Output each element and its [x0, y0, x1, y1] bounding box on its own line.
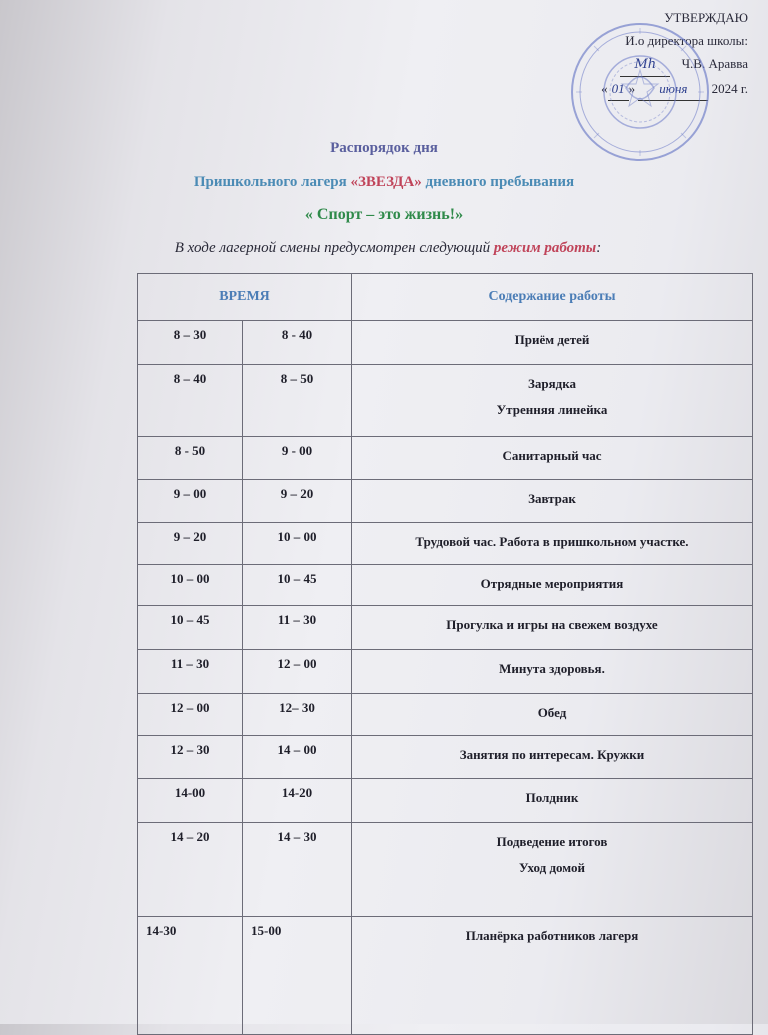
table-row	[138, 779, 753, 823]
intro-lead: В ходе лагерной смены предусмотрен следующий	[174, 240, 494, 256]
time-from: 10 – 45	[138, 606, 243, 650]
activity-text: Прогулка и игры на свежем воздухе	[446, 617, 658, 632]
activity-cell	[352, 823, 753, 917]
time-to: 8 – 50	[243, 365, 352, 437]
activity-text: Полдник	[525, 790, 579, 805]
table-row	[138, 437, 753, 480]
table-row	[138, 917, 753, 1035]
activity-text: Отрядные мероприятия	[480, 576, 624, 591]
time-to: 8 - 40	[243, 321, 352, 365]
time-from: 9 – 20	[138, 523, 243, 565]
time-to: 9 – 20	[243, 480, 352, 523]
time-from: 11 – 30	[138, 650, 243, 694]
activity-text: Зарядка	[528, 376, 576, 391]
approval-date	[498, 77, 748, 101]
time-to: 12 – 00	[243, 650, 352, 694]
activity-cell	[352, 365, 753, 437]
approval-signature-line	[498, 52, 748, 77]
header-time: ВРЕМЯ	[138, 274, 352, 321]
time-to: 11 – 30	[243, 606, 352, 650]
page-title: Распорядок дня	[330, 140, 438, 156]
intro-text	[0, 240, 768, 257]
activity-text: Трудовой час. Работа в пришкольном участке.	[415, 534, 689, 549]
time-from: 12 – 30	[138, 736, 243, 779]
table-row	[138, 480, 753, 523]
quote-close: »	[628, 81, 636, 96]
camp-motto: « Спорт – это жизнь!»	[304, 206, 464, 223]
time-from: 9 – 00	[138, 480, 243, 523]
activity-cell	[352, 437, 753, 480]
activity-text: Минута здоровья.	[499, 661, 605, 676]
approval-position: И.о директора школы:	[625, 33, 748, 48]
approval-block	[498, 6, 748, 101]
time-from: 14-00	[138, 779, 243, 823]
time-to: 14-20	[243, 779, 352, 823]
table-row	[138, 736, 753, 779]
time-from: 10 – 00	[138, 565, 243, 606]
time-from: 12 – 00	[138, 694, 243, 736]
time-from: 14-30	[138, 917, 243, 1035]
table-row	[138, 565, 753, 606]
time-from: 14 – 20	[138, 823, 243, 917]
activity-cell	[352, 736, 753, 779]
time-from: 8 – 40	[138, 365, 243, 437]
schedule-table	[137, 273, 753, 1035]
time-from: 8 - 50	[138, 437, 243, 480]
activity-text: Занятия по интересам. Кружки	[459, 747, 645, 762]
time-to: 14 – 30	[243, 823, 352, 917]
time-to: 10 – 45	[243, 565, 352, 606]
table-row	[138, 321, 753, 365]
activity-cell	[352, 480, 753, 523]
table-row	[138, 694, 753, 736]
header-content: Содержание работы	[352, 274, 753, 321]
activity-text: Обед	[537, 705, 567, 720]
activity-cell	[352, 694, 753, 736]
approval-title: УТВЕРЖДАЮ	[664, 10, 748, 25]
activity-cell	[352, 779, 753, 823]
activity-text: Планёрка работников лагеря	[465, 928, 639, 943]
camp-title-suffix: дневного пребывания	[421, 174, 575, 190]
time-to: 10 – 00	[243, 523, 352, 565]
activity-cell	[352, 321, 753, 365]
activity-text: Санитарный час	[502, 448, 602, 463]
activity-cell	[352, 650, 753, 694]
activity-text: Завтрак	[528, 491, 576, 506]
intro-highlight: режим работы	[493, 240, 597, 256]
activity-text: Подведение итогов	[496, 834, 608, 849]
table-header-row	[138, 274, 753, 321]
camp-title	[0, 174, 768, 191]
quote-open: «	[601, 81, 608, 96]
approval-day: 01	[608, 77, 629, 101]
table-row	[138, 606, 753, 650]
activity-text: Приём детей	[514, 332, 590, 347]
time-to: 9 - 00	[243, 437, 352, 480]
activity-text: Уход домой	[519, 860, 585, 875]
approval-year: 2024 г.	[711, 81, 748, 96]
table-row	[138, 365, 753, 437]
approval-month: июня	[638, 77, 708, 101]
activity-cell	[352, 565, 753, 606]
activity-cell	[352, 917, 753, 1035]
activity-cell	[352, 606, 753, 650]
camp-name: «ЗВЕЗДА»	[350, 174, 422, 190]
table-row	[138, 650, 753, 694]
time-to: 12– 30	[243, 694, 352, 736]
signature: Mh	[620, 53, 670, 77]
time-from: 8 – 30	[138, 321, 243, 365]
activity-text: Утренняя линейка	[496, 402, 608, 417]
intro-end: :	[596, 240, 602, 256]
camp-title-prefix: Пришкольного лагеря	[193, 174, 351, 190]
approver-name: Ч.В. Аравва	[681, 56, 748, 71]
time-to: 14 – 00	[243, 736, 352, 779]
activity-cell	[352, 523, 753, 565]
table-row	[138, 823, 753, 917]
time-to: 15-00	[243, 917, 352, 1035]
table-row	[138, 523, 753, 565]
